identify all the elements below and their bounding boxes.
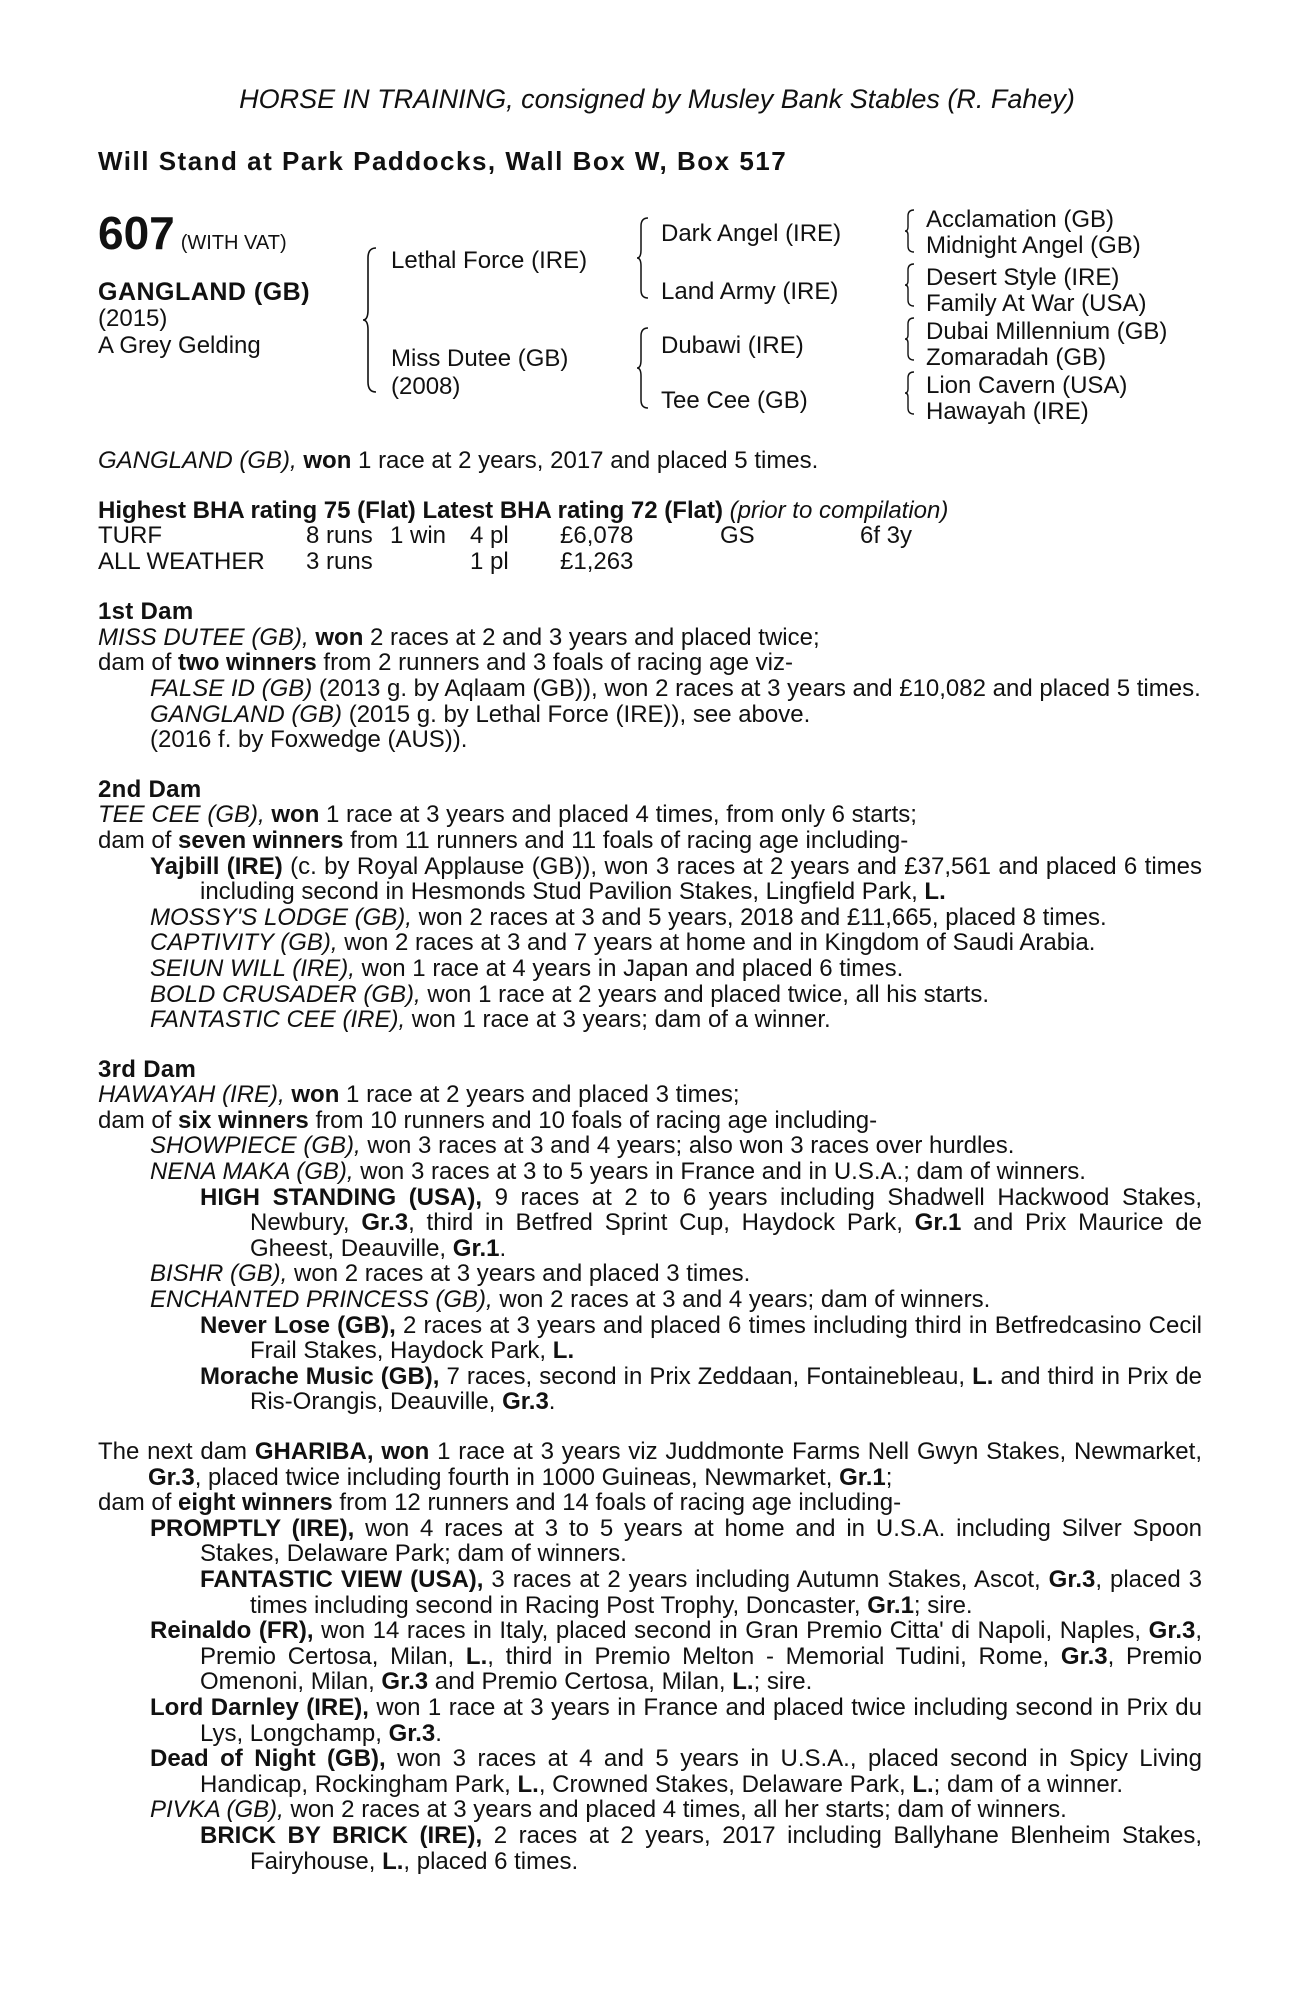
third-dam-progeny: SHOWPIECE (GB), won 3 races at 3 and 4 years; also won 3 races over hurdles. <box>150 1132 1015 1160</box>
turf-distance: 6f 3y <box>860 522 913 550</box>
second-dam-progeny: MOSSY'S LODGE (GB), won 2 races at 3 and 5 years, 2018 and £11,665, placed 8 times. <box>150 903 1107 931</box>
pedigree-dam: Miss Dutee (GB) <box>391 345 569 372</box>
third-dam-progeny: ENCHANTED PRINCESS (GB), won 2 races at 3 and 4 years; dam of winners. <box>150 1286 991 1314</box>
second-dam-line1: TEE CEE (GB), won 1 race at 3 years and placed 4 times, from only 6 starts; <box>98 801 917 829</box>
pedigree-brace-sire <box>636 216 650 300</box>
pedigree-ssd: Midnight Angel (GB) <box>926 232 1141 259</box>
pedigree-brace-main <box>362 246 378 394</box>
next-dam-line1: The next dam GHARIBA, won 1 race at 3 years viz Juddmonte Farms Nell Gwyn Stakes, Newmarket, Gr.3, placed twice including fourth in 1000 Guineas, Newmarket, Gr.1; <box>98 1438 1202 1491</box>
pedigree-brace-dam <box>636 326 650 410</box>
first-dam-line2: dam of two winners from 2 runners and 3 foals of racing age viz- <box>98 649 793 677</box>
turf-label: TURF <box>98 522 162 550</box>
vat-note: (WITH VAT) <box>180 232 287 254</box>
second-dam-progeny: SEIUN WILL (IRE), won 1 race at 4 years in Japan and placed 6 times. <box>150 954 904 982</box>
next-dam-line2: dam of eight winners from 12 runners and 14 foals of racing age including- <box>98 1489 902 1517</box>
stand-location: Will Stand at Park Paddocks, Wall Box W, Box 517 <box>98 146 788 176</box>
third-dam-grand-progeny: Morache Music (GB), 7 races, second in Prix Zeddaan, Fontainebleau, L. and third in Prix de Ris-Orangis, Deauville, Gr.3. <box>200 1362 1203 1416</box>
bha-rating: Highest BHA rating 75 (Flat) Latest BHA rating 72 (Flat) (prior to compilation) <box>98 496 949 524</box>
horse-name: GANGLAND (GB) <box>98 278 311 306</box>
turf-wins: 1 win <box>390 522 447 550</box>
catalogue-body <box>98 448 1202 1874</box>
pedigree-dam-dam: Tee Cee (GB) <box>661 387 808 414</box>
second-dam-progeny: CAPTIVITY (GB), won 2 races at 3 and 7 years at home and in Kingdom of Saudi Arabia. <box>150 929 1096 957</box>
pedigree-sdd: Family At War (USA) <box>926 290 1147 317</box>
second-dam-heading: 2nd Dam <box>98 775 202 803</box>
third-dam-heading: 3rd Dam <box>98 1055 197 1083</box>
horse-description: A Grey Gelding <box>98 332 261 359</box>
next-dam-progeny: Lord Darnley (IRE), won 1 race at 3 years in France and placed twice including second in Prix du Lys, Longchamp, Gr.3. <box>150 1693 1203 1747</box>
pedigree-sss: Acclamation (GB) <box>926 206 1115 233</box>
third-dam-line2: dam of six winners from 10 runners and 10 foals of racing age including- <box>98 1106 878 1134</box>
pedigree-brace-sd <box>904 262 916 308</box>
next-dam-grand-progeny: BRICK BY BRICK (IRE), 2 races at 2 years, 2017 including Ballyhane Blenheim Stakes, Fairyhouse, L., placed 6 times. <box>200 1821 1202 1875</box>
pedigree-dsd: Zomaradah (GB) <box>926 344 1107 371</box>
aw-runs: 3 runs <box>306 548 373 576</box>
turf-placed: 4 pl <box>470 522 509 550</box>
third-dam-grand-progeny: HIGH STANDING (USA), 9 races at 2 to 6 years including Shadwell Hackwood Stakes, Newbury, Gr.3, third in Betfred Sprint Cup, Haydock Park, Gr.1 and Prix Maurice de Gheest, Deauville, Gr.1. <box>200 1183 1202 1262</box>
pedigree-brace-ds <box>904 316 916 362</box>
pedigree-brace-dd <box>904 370 916 416</box>
pedigree-ddd: Hawayah (IRE) <box>926 398 1089 425</box>
pedigree-sire-sire: Dark Angel (IRE) <box>661 220 842 247</box>
third-dam-grand-progeny: Never Lose (GB), 2 races at 3 years and placed 6 times including third in Betfredcasino Cecil Frail Stakes, Haydock Park, L. <box>200 1311 1203 1365</box>
next-dam-grand-progeny: FANTASTIC VIEW (USA), 3 races at 2 years including Autumn Stakes, Ascot, Gr.3, placed 3 times including second in Racing Post Trophy, Doncaster, Gr.1; sire. <box>200 1565 1203 1619</box>
first-dam-progeny: (2016 f. by Foxwedge (AUS)). <box>150 726 468 754</box>
third-dam-progeny: NENA MAKA (GB), won 3 races at 3 to 5 years in France and in U.S.A.; dam of winners. <box>150 1158 1086 1186</box>
third-dam-line1: HAWAYAH (IRE), won 1 race at 2 years and placed 3 times; <box>98 1081 740 1109</box>
next-dam-progeny: PROMPTLY (IRE), won 4 races at 3 to 5 years at home and in U.S.A. including Silver Spoon Stakes, Delaware Park; dam of winners. <box>150 1514 1203 1568</box>
second-dam-progeny: FANTASTIC CEE (IRE), won 1 race at 3 years; dam of a winner. <box>150 1006 831 1034</box>
first-dam-progeny: GANGLAND (GB) (2015 g. by Lethal Force (IRE)), see above. <box>150 700 811 728</box>
pedigree-brace-ss <box>904 208 916 254</box>
page-header: HORSE IN TRAINING, consigned by Musley Bank Stables (R. Fahey) <box>239 84 1075 114</box>
pedigree-sds: Desert Style (IRE) <box>926 264 1120 291</box>
pedigree-dam-year: (2008) <box>391 373 461 400</box>
pedigree-dss: Dubai Millennium (GB) <box>926 318 1168 345</box>
lot-number-value: 607 <box>98 207 175 259</box>
aw-placed: 1 pl <box>470 548 509 576</box>
race-summary: GANGLAND (GB), won 1 race at 2 years, 2017 and placed 5 times. <box>98 447 819 474</box>
race-record-table <box>98 523 1202 575</box>
aw-label: ALL WEATHER <box>98 548 265 576</box>
second-dam-line2: dam of seven winners from 11 runners and 11 foals of racing age including- <box>98 826 909 854</box>
horse-year: (2015) <box>98 305 168 332</box>
pedigree-sire-dam: Land Army (IRE) <box>661 278 839 305</box>
aw-money: £1,263 <box>560 548 634 576</box>
lot-number <box>98 206 287 260</box>
second-dam-progeny: Yajbill (IRE) (c. by Royal Applause (GB)), won 3 races at 2 years and £37,561 and placed 6 times including second in Hesmonds Stud Pavilion Stakes, Lingfield Park, L. <box>150 852 1202 906</box>
pedigree-dam-sire: Dubawi (IRE) <box>661 332 804 359</box>
second-dam-progeny: BOLD CRUSADER (GB), won 1 race at 2 years and placed twice, all his starts. <box>150 980 989 1008</box>
first-dam-heading: 1st Dam <box>98 598 194 626</box>
pedigree-sire: Lethal Force (IRE) <box>391 247 588 274</box>
next-dam-progeny: Reinaldo (FR), won 14 races in Italy, placed second in Gran Premio Citta' di Napoli, Naples, Gr.3, Premio Certosa, Milan, L., third in Premio Melton - Memorial Tudini, Rome, Gr.3, Premio Omenoni, Milan, Gr.3 and Premio Certosa, Milan, L.; sire. <box>150 1617 1203 1696</box>
next-dam-progeny: Dead of Night (GB), won 3 races at 4 and 5 years in U.S.A., placed second in Spicy Living Handicap, Rockingham Park, L., Crowned Stakes, Delaware Park, L.; dam of a winner. <box>150 1745 1202 1798</box>
pedigree-dds: Lion Cavern (USA) <box>926 372 1128 399</box>
turf-runs: 8 runs <box>306 522 373 550</box>
first-dam-line1: MISS DUTEE (GB), won 2 races at 2 and 3 years and placed twice; <box>98 623 820 651</box>
turf-money: £6,078 <box>560 522 634 550</box>
next-dam-progeny: PIVKA (GB), won 2 races at 3 years and placed 4 times, all her starts; dam of winners. <box>150 1796 1067 1824</box>
turf-going: GS <box>720 522 755 550</box>
first-dam-progeny: FALSE ID (GB) (2013 g. by Aqlaam (GB)), won 2 races at 3 years and £10,082 and placed 5 times. <box>150 674 1201 702</box>
third-dam-progeny: BISHR (GB), won 2 races at 3 years and placed 3 times. <box>150 1260 751 1288</box>
